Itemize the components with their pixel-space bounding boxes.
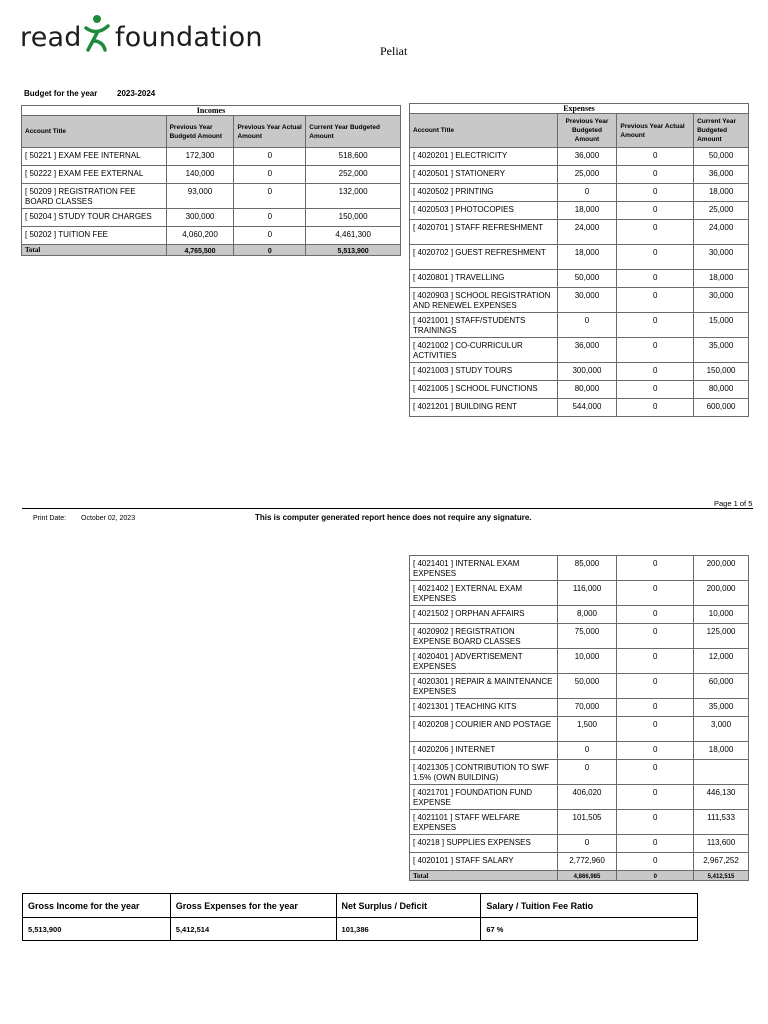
table-row — [410, 381, 749, 399]
cell-prev-actual: 0 — [617, 810, 694, 835]
summary-salary-ratio: 67 % — [481, 918, 698, 941]
expenses-rows-page1 — [410, 148, 749, 417]
table-row — [410, 166, 749, 184]
cell-prev-budget: 75,000 — [557, 624, 617, 649]
table-row — [22, 148, 401, 166]
cell-current-budget: 18,000 — [694, 270, 749, 288]
cell-account-title: [ 4021305 ] CONTRIBUTION TO SWF 1.5% (OWN BUILDING) — [410, 760, 558, 785]
table-row — [410, 760, 749, 785]
summary-gross-expenses: 5,412,514 — [170, 918, 336, 941]
cell-current-budget: 600,000 — [694, 399, 749, 417]
total-prev-budget: 4,866,985 — [557, 871, 617, 881]
print-date: October 02, 2023 — [81, 515, 136, 522]
table-row — [22, 166, 401, 184]
cell-prev-actual: 0 — [617, 581, 694, 606]
incomes-rows — [22, 148, 401, 245]
cell-prev-budget: 300,000 — [557, 363, 617, 381]
total-prev-actual: 0 — [234, 245, 306, 256]
summary-header-salary-ratio: Salary / Tuition Fee Ratio — [481, 894, 698, 918]
cell-prev-actual: 0 — [234, 148, 306, 166]
col-current-budget: Current Year Budgeted Amount — [694, 114, 749, 148]
expenses-caption: Expenses — [410, 104, 749, 114]
table-row — [410, 835, 749, 853]
cell-prev-budget: 101,505 — [557, 810, 617, 835]
cell-current-budget: 4,461,300 — [306, 227, 401, 245]
cell-current-budget: 30,000 — [694, 245, 749, 270]
cell-prev-budget: 8,000 — [557, 606, 617, 624]
cell-current-budget: 36,000 — [694, 166, 749, 184]
table-row — [410, 717, 749, 742]
page-number: Page 1 of 5 — [714, 499, 753, 508]
summary-net-surplus: 101,386 — [336, 918, 481, 941]
print-date-label: Print Date: — [33, 515, 67, 522]
cell-prev-budget: 0 — [557, 313, 617, 338]
table-row — [410, 220, 749, 245]
budget-label: Budget for the year — [24, 89, 98, 98]
summary-header-gross-income: Gross Income for the year — [23, 894, 171, 918]
cell-account-title: [ 4020502 ] PRINTING — [410, 184, 558, 202]
cell-account-title: [ 4020206 ] INTERNET — [410, 742, 558, 760]
cell-prev-actual: 0 — [617, 270, 694, 288]
cell-current-budget: 18,000 — [694, 184, 749, 202]
table-row — [410, 581, 749, 606]
cell-prev-actual: 0 — [617, 835, 694, 853]
incomes-table — [21, 105, 401, 256]
cell-account-title: [ 50222 ] EXAM FEE EXTERNAL — [22, 166, 167, 184]
table-row — [410, 202, 749, 220]
table-row — [410, 363, 749, 381]
cell-account-title: [ 4020201 ] ELECTRICITY — [410, 148, 558, 166]
cell-prev-actual: 0 — [617, 313, 694, 338]
summary-gross-income: 5,513,900 — [23, 918, 171, 941]
cell-prev-actual: 0 — [617, 184, 694, 202]
cell-prev-actual: 0 — [617, 399, 694, 417]
cell-prev-budget: 544,000 — [557, 399, 617, 417]
cell-current-budget — [694, 760, 749, 785]
table-row — [410, 313, 749, 338]
cell-current-budget: 132,000 — [306, 184, 401, 209]
col-account-title: Account Title — [410, 114, 558, 148]
summary-header-net-surplus: Net Surplus / Deficit — [336, 894, 481, 918]
cell-account-title: [ 4020401 ] ADVERTISEMENT EXPENSES — [410, 649, 558, 674]
cell-prev-budget: 0 — [557, 760, 617, 785]
cell-prev-budget: 70,000 — [557, 699, 617, 717]
table-row — [410, 245, 749, 270]
table-row — [22, 209, 401, 227]
cell-current-budget: 50,000 — [694, 148, 749, 166]
cell-prev-actual: 0 — [617, 742, 694, 760]
table-row — [410, 288, 749, 313]
cell-account-title: [ 4020702 ] GUEST REFRESHMENT — [410, 245, 558, 270]
cell-current-budget: 446,130 — [694, 785, 749, 810]
table-row — [22, 227, 401, 245]
table-row — [410, 556, 749, 581]
total-current: 5,412,515 — [694, 871, 749, 881]
cell-prev-budget: 172,300 — [166, 148, 234, 166]
cell-prev-budget: 0 — [557, 742, 617, 760]
cell-account-title: [ 4020801 ] TRAVELLING — [410, 270, 558, 288]
cell-account-title: [ 40218 ] SUPPLIES EXPENSES — [410, 835, 558, 853]
expenses-rows-page2 — [410, 556, 749, 871]
cell-current-budget: 3,000 — [694, 717, 749, 742]
cell-account-title: [ 4021002 ] CO-CURRICULUR ACTIVITIES — [410, 338, 558, 363]
cell-prev-actual: 0 — [234, 166, 306, 184]
cell-prev-budget: 18,000 — [557, 202, 617, 220]
footer-note: This is computer generated report hence does not require any signature. — [255, 513, 532, 522]
cell-current-budget: 200,000 — [694, 581, 749, 606]
table-row — [410, 148, 749, 166]
cell-prev-budget: 300,000 — [166, 209, 234, 227]
cell-current-budget: 35,000 — [694, 699, 749, 717]
col-prev-budget: Previous Year Budgeted Amount — [557, 114, 617, 148]
campus-name: Peliat — [380, 44, 408, 58]
cell-account-title: [ 4020701 ] STAFF REFRESHMENT — [410, 220, 558, 245]
cell-prev-actual: 0 — [617, 363, 694, 381]
cell-account-title: [ 50221 ] EXAM FEE INTERNAL — [22, 148, 167, 166]
cell-current-budget: 518,600 — [306, 148, 401, 166]
cell-prev-budget: 85,000 — [557, 556, 617, 581]
table-row — [410, 674, 749, 699]
cell-current-budget: 200,000 — [694, 556, 749, 581]
cell-prev-actual: 0 — [617, 717, 694, 742]
cell-current-budget: 125,000 — [694, 624, 749, 649]
cell-prev-actual: 0 — [617, 785, 694, 810]
cell-current-budget: 18,000 — [694, 742, 749, 760]
cell-prev-budget: 4,060,200 — [166, 227, 234, 245]
cell-current-budget: 150,000 — [694, 363, 749, 381]
cell-prev-budget: 18,000 — [557, 245, 617, 270]
summary-table — [22, 893, 698, 941]
col-prev-budget: Previous Year Budgetd Amount — [166, 116, 234, 148]
cell-prev-actual: 0 — [617, 381, 694, 399]
table-row — [410, 624, 749, 649]
cell-prev-budget: 1,500 — [557, 717, 617, 742]
table-row — [410, 699, 749, 717]
cell-prev-budget: 116,000 — [557, 581, 617, 606]
cell-prev-budget: 24,000 — [557, 220, 617, 245]
cell-current-budget: 111,533 — [694, 810, 749, 835]
cell-current-budget: 30,000 — [694, 288, 749, 313]
cell-prev-budget: 80,000 — [557, 381, 617, 399]
table-row — [410, 399, 749, 417]
cell-prev-budget: 10,000 — [557, 649, 617, 674]
cell-prev-actual: 0 — [234, 184, 306, 209]
cell-prev-budget: 50,000 — [557, 674, 617, 699]
cell-account-title: [ 4020503 ] PHOTOCOPIES — [410, 202, 558, 220]
cell-prev-budget: 2,772,960 — [557, 853, 617, 871]
cell-current-budget: 80,000 — [694, 381, 749, 399]
cell-current-budget: 150,000 — [306, 209, 401, 227]
cell-current-budget: 2,967,252 — [694, 853, 749, 871]
cell-prev-budget: 50,000 — [557, 270, 617, 288]
cell-prev-actual: 0 — [617, 760, 694, 785]
cell-account-title: [ 4021101 ] STAFF WELFARE EXPENSES — [410, 810, 558, 835]
logo-text-read: read — [20, 22, 82, 53]
cell-account-title: [ 50209 ] REGISTRATION FEE BOARD CLASSES — [22, 184, 167, 209]
cell-prev-actual: 0 — [617, 606, 694, 624]
cell-prev-actual: 0 — [617, 288, 694, 313]
expenses-total-row — [410, 871, 749, 881]
col-prev-actual: Previous Year Actual Amount — [617, 114, 694, 148]
cell-account-title: [ 4021401 ] INTERNAL EXAM EXPENSES — [410, 556, 558, 581]
cell-prev-actual: 0 — [617, 649, 694, 674]
cell-current-budget: 12,000 — [694, 649, 749, 674]
incomes-caption: Incomes — [22, 106, 401, 116]
cell-account-title: [ 4020208 ] COURIER AND POSTAGE — [410, 717, 558, 742]
cell-account-title: [ 4021003 ] STUDY TOURS — [410, 363, 558, 381]
table-row — [410, 649, 749, 674]
total-label: Total — [410, 871, 558, 881]
table-row — [410, 810, 749, 835]
cell-prev-actual: 0 — [617, 148, 694, 166]
total-prev-actual: 0 — [617, 871, 694, 881]
cell-account-title: [ 4021402 ] EXTERNAL EXAM EXPENSES — [410, 581, 558, 606]
cell-account-title: [ 4021001 ] STAFF/STUDENTS TRAININGS — [410, 313, 558, 338]
cell-prev-actual: 0 — [617, 202, 694, 220]
total-current: 5,513,900 — [306, 245, 401, 256]
person-figure-icon — [83, 14, 111, 54]
cell-prev-actual: 0 — [234, 209, 306, 227]
cell-prev-actual: 0 — [617, 699, 694, 717]
summary-header-gross-expenses: Gross Expenses for the year — [170, 894, 336, 918]
col-current-budget: Current Year Budgeted Amount — [306, 116, 401, 148]
table-row — [410, 338, 749, 363]
cell-account-title: [ 4021005 ] SCHOOL FUNCTIONS — [410, 381, 558, 399]
cell-current-budget: 10,000 — [694, 606, 749, 624]
cell-account-title: [ 50204 ] STUDY TOUR CHARGES — [22, 209, 167, 227]
cell-prev-budget: 93,000 — [166, 184, 234, 209]
cell-account-title: [ 4020301 ] REPAIR & MAINTENANCE EXPENSES — [410, 674, 558, 699]
table-row — [410, 606, 749, 624]
cell-current-budget: 252,000 — [306, 166, 401, 184]
cell-prev-actual: 0 — [617, 853, 694, 871]
cell-account-title: [ 4020501 ] STATIONERY — [410, 166, 558, 184]
table-row — [22, 184, 401, 209]
col-prev-actual: Previous Year Actual Amount — [234, 116, 306, 148]
cell-prev-actual: 0 — [617, 245, 694, 270]
page-divider — [22, 508, 753, 509]
logo-text-foundation: foundation — [115, 22, 263, 53]
incomes-total-row — [22, 245, 401, 256]
total-label: Total — [22, 245, 167, 256]
cell-prev-budget: 36,000 — [557, 148, 617, 166]
cell-account-title: [ 50202 ] TUITION FEE — [22, 227, 167, 245]
table-row — [410, 184, 749, 202]
cell-account-title: [ 4021301 ] TEACHING KITS — [410, 699, 558, 717]
col-account-title: Account Title — [22, 116, 167, 148]
cell-prev-budget: 25,000 — [557, 166, 617, 184]
cell-account-title: [ 4020101 ] STAFF SALARY — [410, 853, 558, 871]
cell-account-title: [ 4021201 ] BUILDING RENT — [410, 399, 558, 417]
cell-prev-budget: 30,000 — [557, 288, 617, 313]
cell-prev-actual: 0 — [234, 227, 306, 245]
cell-account-title: [ 4020903 ] SCHOOL REGISTRATION AND RENEWEL EXPENSES — [410, 288, 558, 313]
cell-prev-budget: 0 — [557, 835, 617, 853]
table-row — [410, 742, 749, 760]
cell-prev-budget: 36,000 — [557, 338, 617, 363]
cell-current-budget: 60,000 — [694, 674, 749, 699]
cell-prev-actual: 0 — [617, 220, 694, 245]
table-row — [410, 853, 749, 871]
cell-current-budget: 113,600 — [694, 835, 749, 853]
table-row — [410, 270, 749, 288]
cell-prev-actual: 0 — [617, 166, 694, 184]
expenses-table-continued — [409, 555, 749, 881]
read-foundation-logo — [20, 14, 263, 62]
cell-account-title: [ 4020902 ] REGISTRATION EXPENSE BOARD CLASSES — [410, 624, 558, 649]
budget-year: 2023-2024 — [117, 89, 156, 98]
cell-account-title: [ 4021502 ] ORPHAN AFFAIRS — [410, 606, 558, 624]
total-prev-budget: 4,765,500 — [166, 245, 234, 256]
cell-prev-actual: 0 — [617, 624, 694, 649]
expenses-table — [409, 103, 749, 417]
table-row — [410, 785, 749, 810]
cell-current-budget: 15,000 — [694, 313, 749, 338]
cell-prev-budget: 140,000 — [166, 166, 234, 184]
cell-prev-actual: 0 — [617, 556, 694, 581]
cell-prev-budget: 0 — [557, 184, 617, 202]
cell-current-budget: 25,000 — [694, 202, 749, 220]
cell-account-title: [ 4021701 ] FOUNDATION FUND EXPENSE — [410, 785, 558, 810]
cell-current-budget: 24,000 — [694, 220, 749, 245]
cell-prev-budget: 406,020 — [557, 785, 617, 810]
cell-prev-actual: 0 — [617, 338, 694, 363]
cell-prev-actual: 0 — [617, 674, 694, 699]
cell-current-budget: 35,000 — [694, 338, 749, 363]
